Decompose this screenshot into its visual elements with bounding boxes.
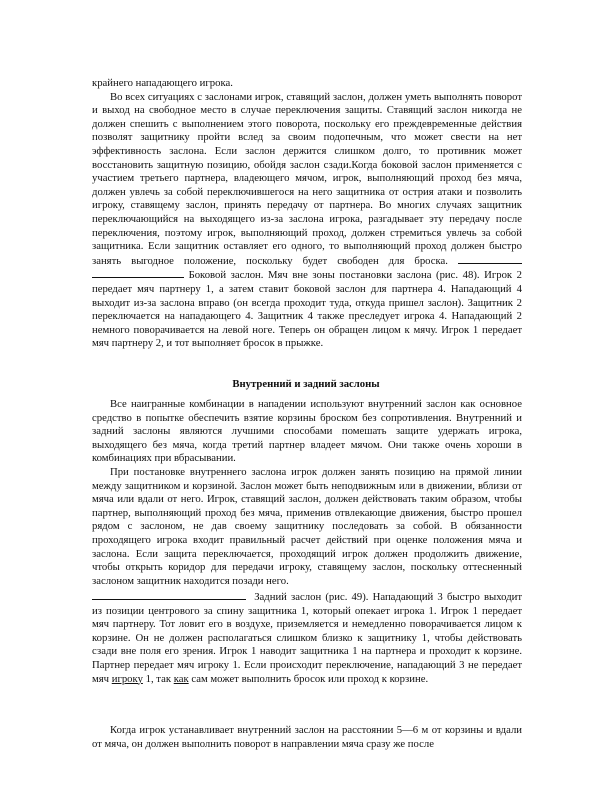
paragraph-inner-setup: При постановке внутреннего заслона игрок должен занять позицию на прямой линии между защитником и корзиной. Заслон может быть неподвижным или в движении, вблизи от мяча или вдали от него. Игрок, ставящий заслон, должен действовать таким образом, чтобы партнер, выполняющий проход без мяча, применив отвлекающие движения, быстро прошел рядом с заслоном, не дав своему защитнику последовать за собой. В обязанности проходящего игрока входит правильный расчет действий при оценке положения мяча и заслона. Если защита переключается, проходящий игрок должен продолжить движение, чтобы открыть коридор для передачи игроку, ставящему заслон, поскольку оттесненный заслоном защитник находится позади него. [92,465,522,587]
paragraph-text: Боковой заслон. Мяч вне зоны постановки заслона (рис. 48). Игрок 2 передает мяч партнеру 1, а затем ставит боковой заслон для партнера 4. Нападающий 4 выходит из-за заслона вправо (он всегда проходит туда, откуда пришел заслон). Защитник 2 переключается на нападающего 4. Защитник 4 также преследует игрока 4. Нападающий 2 немного поворачивается на левой ноге. Теперь он обращен лицом к мячу. Игрок 1 передает мяч партнеру 2, и тот выполняет бросок в прыжке. [92,269,523,350]
underline-blank [92,590,246,600]
underline-blank [458,254,522,264]
underline-blank [92,268,184,278]
paragraph-continuation: крайнего нападающего игрока. [92,77,233,89]
section-heading: Внутренний и задний заслоны [232,378,380,390]
paragraph-screen-turn [92,91,522,351]
paragraph-text: выходит из позиции центрового за спину защитника 1, который опекает игрока 1. Игрок 1 передает мяч партнеру. Тот ловит его в воздухе, приземляется и немедленно поворачивается лицом к корзине. Он не должен располагаться слишком близко к защитнику 1, чтобы действовать сзади вне поля его зрения. Игрок 1 наводит защитника 1 на партнера и проходит к корзине. Партнер передает мяч игроку 1. Если происходит переключение, нападающий 3 не передает мяч [92,591,523,685]
paragraph-inner-far: Когда игрок устанавливает внутренний заслон на расстоянии 5—6 м от корзины и вдали от мяча, он должен выполнить поворот в направлении мяча сразу же после [92,724,522,750]
paragraph-text: Во всех ситуациях с заслонами игрок, ставящий заслон, должен уметь выполнять поворот и выход на свободное место в случае переключения защиты. Ставящий заслон никогда не должен спешить с выполнением этого поворота, поскольку его преждевременные действия позволят защитнику пройти вслед за своим подопечным, что может свести на нет эффективность заслона. Если заслон держится слишком долго, то противник может восстановить защитную позицию, обойдя заслон сзади.Когда боковой заслон применяется с участием третьего партнера, владеющего мячом, игрок, выполняющий проход без мяча, должен увлечь за собой переключившегося на него защитника от острия атаки и позволить игроку, ставящему заслон, принять передачу от партнера. Во многих случаях защитник переключающийся на выходящего из-за заслона игрока, разгадывает эту передачу после переключения, поэтому игрок, выполняющий проход, должен стремиться увлечь за собой защитника. Если защитник оставляет его одного, то выполняющий проход должен быстро занять выгодное положение, поскольку будет свободен для броска. [92,90,522,267]
section-inner-far [92,724,522,751]
paragraph-inner-intro: Все наигранные комбинации в нападении используют внутренний заслон как основное средство в попытке обеспечить взятие корзины броском без сопротивления. Внутренний и задний заслоны являются лучшими способами помешать защите удержать игрока, выходящего без мяча, когда третий партнер владеет мячом. Они также очень хороши в комбинациях при вбрасывании. [92,398,522,465]
section-inner-screen [92,398,522,588]
underlined-word: игроку [111,672,143,685]
paragraph-text: 1, так [142,672,174,685]
paragraph-back-screen [92,590,522,686]
underlined-word: как [173,672,189,685]
paragraph-text: сам может выполнить бросок или проход к корзине. [188,672,429,685]
section-side-screen [92,77,522,351]
section-back-screen [92,590,522,686]
paragraph-text: Задний заслон (рис. 49). Нападающий 3 быстро [254,591,480,603]
